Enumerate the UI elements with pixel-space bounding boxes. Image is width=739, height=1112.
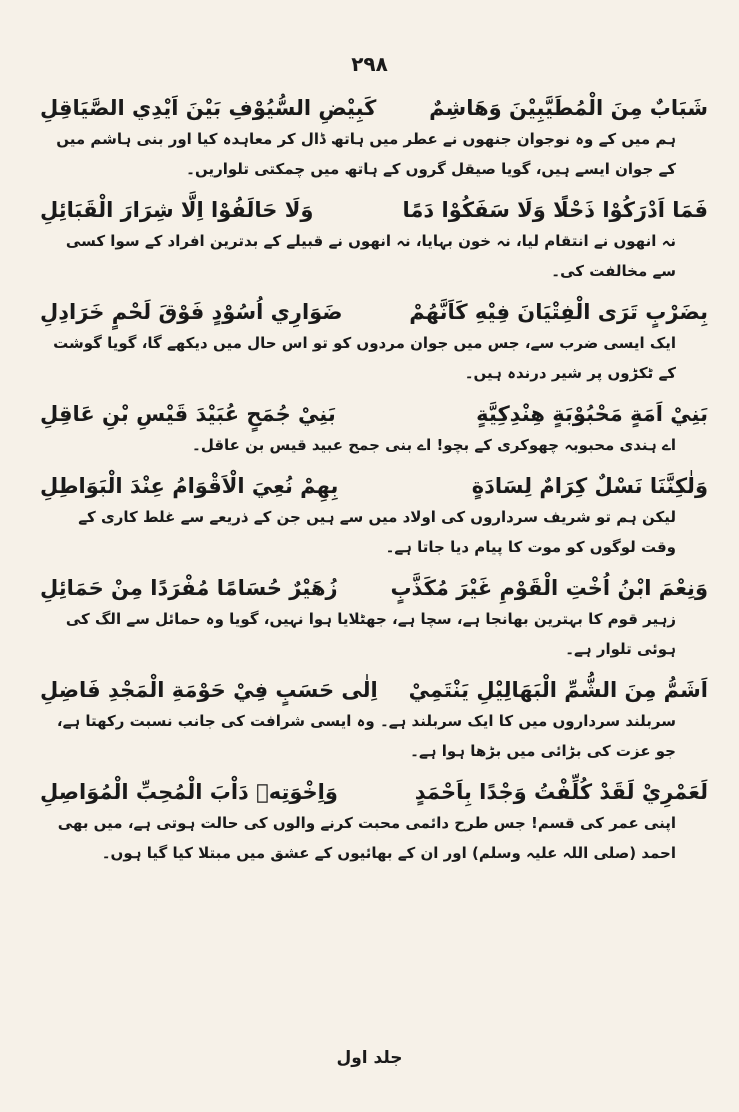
urdu-translation: ایک ایسی ضرب سے، جس میں جوان مردوں کو تو اس حال میں دیکھے گا، گویا گوشت کے ٹکڑوں پر شیر درندہ ہیں۔ xyxy=(53,334,676,382)
hemistich-right: وَلٰكِنَّنَا نَسْلٌ كِرَامٌ لِسَادَةٍ xyxy=(471,474,708,498)
verse-line xyxy=(40,194,708,226)
hemistich-right: فَمَا اَدْرَكُوْا ذَحْلًا وَلَا سَفَكُوْا دَمًا xyxy=(402,198,708,222)
urdu-translation: ہم میں کے وہ نوجوان جنھوں نے عطر میں ہاتھ ڈال کر معاہدہ کیا اور بنی ہاشم میں کے جوان ایسے ہیں، گویا صیقل گروں کے ہاتھ میں چمکتی تلواریں۔ xyxy=(56,130,676,178)
verse-line xyxy=(40,470,708,502)
urdu-translation: نہ انھوں نے انتقام لیا، نہ خون بہایا، نہ انھوں نے قبیلے کے بدترین افراد کے سوا کسی سے مخالفت کی۔ xyxy=(65,232,676,280)
urdu-translation: اے ہندی محبوبہ چھوکری کے بچو! اے بنی جمح عبید قیس بن عاقل۔ xyxy=(192,436,676,454)
verse-line xyxy=(40,572,708,604)
stanza xyxy=(40,92,708,184)
urdu-translation: زہیر قوم کا بہترین بھانجا ہے، سچا ہے، جھٹلایا ہوا نہیں، گویا وہ حمائل سے الگ کی ہوئی تلوار ہے۔ xyxy=(65,610,676,658)
hemistich-left: ضَوَارِي اُسُوْدٍ فَوْقَ لَحْمٍ خَرَادِلِ xyxy=(40,300,343,324)
page-number: ۲۹۸ xyxy=(351,52,388,76)
hemistich-right: بَنِيْ اَمَةٍ مَحْبُوْبَةٍ هِنْدِكِيَّةٍ xyxy=(476,402,708,426)
stanza xyxy=(40,572,708,664)
hemistich-right: شَبَابٌ مِنَ الْمُطَيَّبِيْنَ وَهَاشِمٌ xyxy=(429,96,708,120)
verse-line xyxy=(40,674,708,706)
poem-body xyxy=(40,92,708,878)
hemistich-right: اَشَمُّ مِنَ الشُّمِّ الْبَهَالِيْلِ يَنْتَمِيْ xyxy=(408,678,708,702)
urdu-translation: سربلند سرداروں میں کا ایک سربلند ہے۔ وہ ایسی شرافت کی جانب نسبت رکھتا ہے، جو عزت کی بڑائی میں بڑھا ہوا ہے۔ xyxy=(56,712,676,760)
volume-footer: جلد اول xyxy=(336,1048,403,1068)
hemistich-left: زُهَيْرٌ حُسَامًا مُفْرَدًا مِنْ حَمَائِلِ xyxy=(40,576,338,600)
hemistich-left: بَنِيْ جُمَحٍ عُبَيْدَ قَيْسِ بْنِ عَاقِلِ xyxy=(40,402,336,426)
stanza xyxy=(40,470,708,562)
hemistich-right: لَعَمْرِيْ لَقَدْ كُلِّفْتُ وَجْدًا بِاَحْمَدٍ xyxy=(414,780,708,804)
stanza xyxy=(40,296,708,388)
hemistich-right: وَنِعْمَ ابْنُ اُخْتِ الْقَوْمِ غَيْرَ مُكَذَّبٍ xyxy=(390,576,708,600)
hemistich-left: وَاِخْوَتِهٖ دَاْبَ الْمُحِبِّ الْمُوَاصِلِ xyxy=(40,780,338,804)
hemistich-right: بِضَرْبٍ تَرَى الْفِتْيَانَ فِيْهِ كَاَنَّهُمْ xyxy=(409,300,708,324)
hemistich-left: بِهِمْ نُعِيَ الْاَقْوَامُ عِنْدَ الْبَوَاطِلِ xyxy=(40,474,339,498)
stanza xyxy=(40,194,708,286)
verse-line xyxy=(40,296,708,328)
stanza xyxy=(40,398,708,460)
verse-line xyxy=(40,776,708,808)
hemistich-left: كَبِيْضِ السُّيُوْفِ بَيْنَ اَيْدِي الصَّيَاقِلِ xyxy=(40,96,377,120)
hemistich-left: وَلَا حَالَفُوْا اِلَّا شِرَارَ الْقَبَائِلِ xyxy=(40,198,314,222)
stanza xyxy=(40,776,708,868)
stanza xyxy=(40,674,708,766)
urdu-translation: اپنی عمر کی قسم! جس طرح دائمی محبت کرنے والوں کی حالت ہوتی ہے، میں بھی احمد (صلی اللہ علیہ وسلم) اور ان کے بھائیوں کے عشق میں مبتلا کیا گیا ہوں۔ xyxy=(57,814,676,862)
verse-line xyxy=(40,92,708,124)
verse-line xyxy=(40,398,708,430)
hemistich-left: اِلٰى حَسَبٍ فِيْ حَوْمَةِ الْمَجْدِ فَاضِلِ xyxy=(40,678,378,702)
urdu-translation: لیکن ہم تو شریف سرداروں کی اولاد میں سے ہیں جن کے ذریعے سے غلط کاری کے وقت لوگوں کو موت کا پیام دیا جاتا ہے۔ xyxy=(78,508,676,556)
